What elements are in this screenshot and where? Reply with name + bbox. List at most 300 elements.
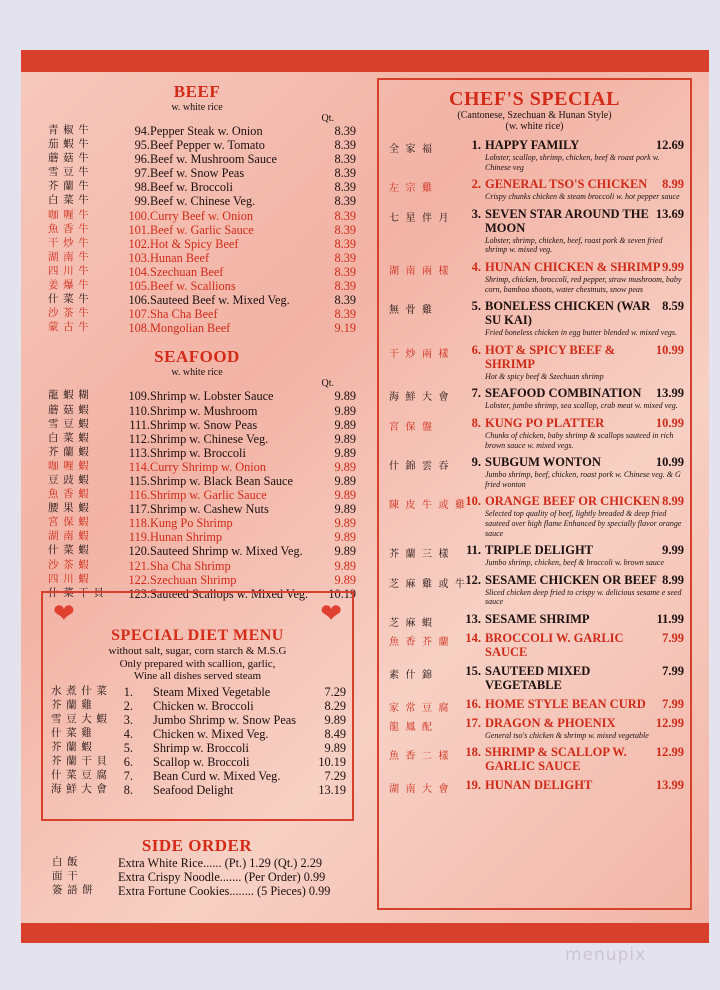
- chinese-name: 沙 茶 蝦: [48, 559, 90, 571]
- item-name: TRIPLE DELIGHT: [485, 543, 594, 558]
- item-price: 8.39: [334, 124, 356, 138]
- item-name: KUNG PO PLATTER: [485, 415, 605, 430]
- item-description: Jumbo shrimp, beef, chicken, roast pork w. Chinese veg. & G fried wonton: [485, 470, 681, 489]
- chinese-name: 面 干: [52, 871, 79, 883]
- item-price: 10.19: [318, 754, 346, 769]
- item-price: 8.39: [334, 138, 356, 153]
- chinese-name: 宮 保 盤: [389, 421, 434, 433]
- item-price: 10.99: [655, 342, 684, 357]
- item-number: 8.: [123, 783, 133, 798]
- item-price: 13.69: [655, 206, 684, 221]
- chinese-name: 芥 蘭 牛: [48, 181, 90, 193]
- item-price: 8.99: [662, 572, 684, 587]
- item-number: 2.: [123, 698, 133, 713]
- item-number: 96.: [134, 152, 150, 167]
- chinese-name: 咖 喱 蝦: [48, 460, 90, 472]
- item-name: Shrimp w. Garlic Sauce: [150, 488, 267, 503]
- chinese-name: 龍 鳳 配: [389, 721, 434, 733]
- item-price: 8.39: [334, 307, 356, 322]
- item-name: Beef Pepper w. Tomato: [150, 138, 265, 153]
- item-name-line: [485, 612, 684, 626]
- chinese-name: 簽 語 餅: [52, 885, 94, 897]
- item-number: 102.: [128, 236, 150, 251]
- item-number: 100.: [128, 208, 150, 223]
- item-price: 9.19: [334, 321, 356, 336]
- item-name: Sha Cha Beef: [150, 307, 218, 322]
- item-price: 9.89: [334, 544, 356, 559]
- chinese-name: 什 菜 蝦: [48, 545, 90, 557]
- item-description: Crispy chunks chicken & steam broccoli w. hot pepper sauce: [485, 192, 680, 202]
- item-description: Fried boneless chicken in egg butter blended w. mixed vegs.: [485, 328, 678, 338]
- item-name: Beef w. Mushroom Sauce: [150, 152, 277, 167]
- chinese-name: 芝 麻 蝦: [389, 617, 434, 629]
- menu-item: [38, 265, 356, 279]
- item-price: 9.89: [334, 530, 356, 545]
- menu-item: [38, 251, 356, 265]
- heart-icon: ❤: [53, 599, 75, 628]
- chef-list: [379, 138, 690, 796]
- item-price: 8.99: [662, 177, 684, 192]
- item-price: 10.99: [655, 415, 684, 430]
- item-price: 8.39: [334, 236, 356, 251]
- menu-item: [43, 769, 352, 783]
- chinese-name: 什 菜 牛: [48, 294, 90, 306]
- item-price: 8.39: [334, 293, 356, 308]
- item-price: 12.99: [655, 715, 684, 730]
- item-name-line: [485, 664, 684, 692]
- diet-note-3: Wine all dishes served steam: [133, 670, 262, 682]
- menu-item: [38, 223, 356, 237]
- menu-item: [38, 544, 356, 558]
- item-name-line: [485, 207, 684, 235]
- chinese-name: 海 鮮 大 會: [389, 392, 451, 404]
- item-number: 14.: [465, 630, 481, 645]
- item-name: Extra Fortune Cookies........ (5 Pieces) 0.99: [118, 884, 331, 899]
- chef-item: [379, 207, 690, 255]
- item-price: 8.39: [334, 152, 356, 167]
- item-number: 13.: [465, 611, 481, 626]
- item-price: 8.39: [334, 194, 356, 209]
- item-name: Mongolian Beef: [150, 321, 231, 336]
- item-name: ORANGE BEEF OR CHICKEN: [485, 494, 660, 509]
- chinese-name: 白 菜 牛: [48, 195, 90, 207]
- item-number: 122.: [128, 572, 150, 587]
- item-price: 8.59: [662, 299, 684, 314]
- item-name: HUNAN DELIGHT: [485, 778, 593, 793]
- chinese-name: 宮 保 蝦: [48, 517, 90, 529]
- side-title: SIDE ORDER: [141, 836, 253, 855]
- menu-item: [38, 446, 356, 460]
- item-price: 7.99: [662, 663, 684, 678]
- menu-item: [43, 727, 352, 741]
- bottom-red-band: [21, 923, 709, 943]
- item-number: 110.: [128, 403, 150, 418]
- item-price: 9.89: [334, 431, 356, 446]
- chinese-name: 海 鮮 大 會: [51, 784, 108, 796]
- chef-item: [379, 299, 690, 338]
- item-number: 11.: [466, 543, 481, 558]
- item-price: 10.19: [328, 586, 356, 601]
- item-price: 7.99: [662, 630, 684, 645]
- item-number: 98.: [134, 180, 150, 195]
- chinese-name: 四 川 蝦: [48, 573, 90, 585]
- chef-item: [379, 696, 690, 714]
- chinese-name: 蘑 菇 蝦: [48, 404, 90, 416]
- item-price: 7.29: [324, 769, 346, 784]
- item-price: 9.89: [334, 488, 356, 503]
- item-name-line: [485, 716, 684, 730]
- chinese-name: 芥 蘭 蝦: [51, 741, 93, 753]
- item-name: Shrimp w. Chinese Veg.: [150, 431, 269, 446]
- chinese-name: 七 星 伴 月: [389, 212, 451, 224]
- item-name: SUBGUM WONTON: [485, 455, 601, 470]
- chinese-name: 水 煮 什 菜: [51, 685, 108, 697]
- item-description: Shrimp, chicken, broccoli, red pepper, straw mushroom, baby corn, bamboo shoots, water chestnuts, snow peas: [485, 274, 682, 294]
- item-number: 6.: [471, 342, 481, 357]
- item-name-line: [485, 573, 684, 587]
- item-price: 8.39: [334, 250, 356, 265]
- item-name: SESAME CHICKEN OR BEEF: [485, 572, 657, 587]
- item-name: Shrimp w. Broccoli: [150, 445, 246, 460]
- diet-title: SPECIAL DIET MENU: [111, 627, 284, 644]
- item-name: SEAFOOD COMBINATION: [485, 386, 642, 401]
- item-number: 5.: [123, 740, 133, 755]
- item-name: HUNAN CHICKEN & SHRIMP: [485, 259, 661, 274]
- chef-item: [379, 543, 690, 568]
- seafood-qt-header: [38, 378, 356, 389]
- chef-subtitle-2: (w. white rice): [505, 121, 564, 132]
- item-number: 99.: [134, 194, 150, 209]
- item-name-line: [485, 778, 684, 792]
- item-number: 3.: [471, 206, 481, 221]
- item-name: Hunan Shrimp: [150, 530, 223, 545]
- menu-item: [43, 755, 352, 769]
- chinese-name: 家 常 豆 腐: [389, 702, 451, 714]
- item-number: 7.: [123, 769, 133, 784]
- item-description: Sliced chicken deep fried to crispy w. delicious sesame e seed sauce: [485, 587, 682, 607]
- item-price: 12.99: [655, 745, 684, 760]
- item-name: Curry Shrimp w. Onion: [150, 459, 267, 474]
- item-price: 9.89: [334, 417, 356, 432]
- chinese-name: 雪 豆 大 蝦: [51, 713, 108, 725]
- item-price: 8.39: [334, 222, 356, 237]
- item-name: Kung Po Shrimp: [150, 516, 233, 531]
- beef-list: [38, 124, 356, 335]
- menu-item: [38, 530, 356, 544]
- item-number: 5.: [471, 299, 481, 314]
- item-price: 9.89: [334, 516, 356, 531]
- item-name: Pepper Steak w. Onion: [150, 124, 263, 138]
- item-number: 1.: [471, 138, 481, 152]
- chinese-name: 魚 香 芥 蘭: [389, 636, 451, 648]
- chinese-name: 湖 南 蝦: [48, 531, 90, 543]
- item-number: 19.: [465, 778, 481, 793]
- menu-item: [38, 194, 356, 208]
- item-number: 103.: [128, 250, 150, 265]
- item-number: 2.: [471, 177, 481, 192]
- seafood-title: SEAFOOD: [154, 347, 240, 367]
- menu-item: [38, 180, 356, 194]
- chef-item: [379, 745, 690, 773]
- item-name: Beef w. Scallions: [150, 279, 236, 294]
- item-price: 8.39: [334, 279, 356, 294]
- item-number: 120.: [128, 544, 150, 559]
- item-name: Hot & Spicy Beef: [150, 236, 239, 251]
- chinese-name: 什 錦 雲 吞: [389, 461, 451, 473]
- item-name-line: [485, 138, 684, 152]
- chinese-name: 蘑 菇 牛: [48, 153, 90, 165]
- chef-item: [379, 386, 690, 411]
- item-number: 17.: [465, 715, 481, 730]
- item-name: Sauteed Scallops w. Mixed Veg.: [150, 586, 309, 601]
- chinese-name: 什 菜 雞: [51, 727, 93, 739]
- menu-item: [38, 460, 356, 474]
- item-number: 94.: [134, 124, 150, 138]
- chinese-name: 白 菜 蝦: [48, 432, 90, 444]
- item-name-line: [485, 386, 684, 400]
- item-price: 9.89: [334, 445, 356, 460]
- top-red-band: [21, 50, 709, 72]
- chef-item: [379, 778, 690, 796]
- chef-item: [379, 260, 690, 294]
- left-column: [38, 78, 356, 601]
- chinese-name: 干 炒 兩 樣: [389, 348, 451, 360]
- chinese-name: 素 什 錦: [389, 669, 434, 681]
- item-name: Curry Beef w. Onion: [150, 208, 254, 223]
- item-name: Beef w. Garlic Sauce: [150, 222, 254, 237]
- chef-item: [379, 343, 690, 382]
- item-name-line: [485, 299, 684, 327]
- item-number: 10.: [465, 494, 481, 509]
- item-name: SEVEN STAR AROUND THE MOON: [485, 206, 649, 235]
- chinese-name: 芥 蘭 雞: [51, 699, 93, 711]
- menu-item: [38, 307, 356, 321]
- menu-item: [43, 741, 352, 755]
- item-price: 8.39: [334, 166, 356, 181]
- chef-item: [379, 455, 690, 489]
- item-name: Scallop w. Broccoli: [153, 754, 250, 769]
- item-name: HAPPY FAMILY: [485, 138, 580, 152]
- item-price: 13.19: [318, 783, 346, 798]
- item-price: 13.99: [655, 386, 684, 401]
- side-list: [38, 856, 356, 898]
- qt-label: Qt.: [321, 113, 334, 124]
- item-number: 119.: [128, 530, 150, 545]
- item-name: Sauteed Beef w. Mixed Veg.: [150, 293, 290, 308]
- chinese-name: 魚 香 二 樣: [389, 751, 451, 763]
- item-name: Szechuan Shrimp: [150, 572, 237, 587]
- beef-title: BEEF: [173, 82, 221, 101]
- item-name: Jumbo Shrimp w. Snow Peas: [153, 712, 297, 727]
- item-number: 1.: [123, 684, 133, 699]
- menu-item: [38, 488, 356, 502]
- side-order-section: [38, 836, 356, 898]
- chef-item: [379, 177, 690, 202]
- item-price: 8.29: [324, 698, 346, 713]
- chinese-name: 咖 喱 牛: [48, 209, 90, 221]
- item-name-line: [485, 697, 684, 711]
- item-name: GENERAL TSO'S CHICKEN: [485, 177, 648, 192]
- item-price: 8.99: [662, 494, 684, 509]
- chinese-name: 白 飯: [52, 857, 79, 868]
- chef-item: [379, 631, 690, 659]
- chinese-name: 芥 蘭 干 貝: [51, 755, 108, 767]
- item-price: 9.89: [334, 572, 356, 587]
- item-name-line: [485, 177, 684, 191]
- item-name: BROCCOLI W. GARLIC SAUCE: [485, 630, 624, 659]
- chinese-name: 蒙 古 牛: [48, 322, 90, 334]
- chef-item: [379, 716, 690, 741]
- menu-item: [38, 237, 356, 251]
- item-name-line: [485, 543, 684, 557]
- item-name: HOME STYLE BEAN CURD: [485, 696, 646, 711]
- menu-item: [43, 685, 352, 699]
- item-name: Seafood Delight: [153, 783, 234, 798]
- diet-note-1: without salt, sugar, corn starch & M.S.G: [108, 645, 287, 657]
- menu-item: [43, 783, 352, 797]
- item-number: 7.: [471, 386, 481, 401]
- item-number: 117.: [128, 502, 150, 517]
- chinese-name: 左 宗 雞: [389, 183, 434, 195]
- chinese-name: 芝 麻 雞 或 牛: [389, 578, 467, 590]
- item-price: 9.89: [334, 403, 356, 418]
- item-name: Extra White Rice...... (Pt.) 1.29 (Qt.) 2.29: [118, 856, 322, 870]
- chinese-name: 湖 南 大 會: [389, 784, 451, 796]
- menu-item: [38, 432, 356, 446]
- item-name: Szechuan Beef: [150, 264, 224, 279]
- chinese-name: 茄 蝦 牛: [48, 139, 90, 151]
- item-price: 7.99: [662, 696, 684, 711]
- item-description: Jumbo shrimp, chicken, beef & broccoli w. brown sauce: [485, 558, 664, 568]
- chef-item: [379, 138, 690, 172]
- chinese-name: 陳 皮 牛 或 雞: [389, 500, 467, 512]
- beef-subtitle: w. white rice: [171, 102, 223, 113]
- item-number: 108.: [128, 321, 150, 336]
- item-number: 105.: [128, 279, 150, 294]
- item-description: Chunks of chicken, baby shrimp & scallops sauteed in rich brown sauce w. mixed vegs.: [485, 430, 674, 450]
- item-price: 9.89: [334, 459, 356, 474]
- chinese-name: 全 家 福: [389, 144, 434, 155]
- item-price: 7.29: [324, 684, 346, 699]
- item-name-line: [485, 416, 684, 430]
- item-name: Extra Crispy Noodle....... (Per Order) 0.99: [118, 870, 326, 885]
- menu-item: [38, 418, 356, 432]
- item-description: Lobster, jumbo shrimp, sea scallop, crab meat w. mixed veg.: [485, 401, 678, 411]
- item-number: 18.: [465, 745, 481, 760]
- item-number: 6.: [123, 754, 133, 769]
- chinese-name: 四 川 牛: [48, 265, 90, 277]
- item-price: 9.89: [334, 389, 356, 404]
- item-number: 4.: [471, 259, 481, 274]
- item-name: Shrimp w. Mushroom: [150, 403, 258, 418]
- item-price: 10.99: [655, 455, 684, 470]
- item-number: 115.: [128, 473, 150, 488]
- menu-item: [38, 279, 356, 293]
- item-price: 9.89: [324, 712, 346, 727]
- item-number: 9.: [471, 455, 481, 470]
- item-price: 9.89: [334, 473, 356, 488]
- menu-item: [38, 293, 356, 307]
- menu-item: [43, 713, 352, 727]
- chef-item: [379, 573, 690, 607]
- item-name: Shrimp w. Cashew Nuts: [150, 502, 269, 517]
- chef-title: CHEF'S SPECIAL: [449, 88, 620, 110]
- chefs-special-box: [377, 78, 692, 910]
- chinese-name: 沙 茶 牛: [48, 308, 90, 320]
- item-name: BONELESS CHICKEN (WAR SU KAI): [485, 299, 651, 328]
- item-number: 104.: [128, 264, 150, 279]
- item-number: 16.: [465, 696, 481, 711]
- chinese-name: 湖 南 牛: [48, 251, 90, 263]
- item-name: Chicken w. Mixed Veg.: [153, 726, 269, 741]
- menu-item: [38, 502, 356, 516]
- item-price: 9.99: [662, 259, 684, 274]
- item-description: Selected top quality of beef, lightly breaded & deep fried sauteed over high flame Enhanced by specially flavor orange sauce: [485, 509, 682, 538]
- item-description: Hot & spicy beef & Szechuan shrimp: [485, 371, 604, 381]
- heart-icon: ❤: [320, 599, 342, 628]
- chinese-name: 青 椒 牛: [48, 125, 90, 136]
- item-description: Lobster, shrimp, chicken, beef, roast pork & seven fried shrimp w. mixed veg.: [485, 235, 663, 255]
- item-description: General tso's chicken & shrimp w. mixed vegetable: [485, 730, 649, 740]
- chinese-name: 什 菜 干 貝: [48, 587, 105, 599]
- item-number: 123.: [128, 586, 150, 601]
- item-name: Beef w. Chinese Veg.: [150, 194, 256, 209]
- item-number: 107.: [128, 307, 150, 322]
- item-name: Shrimp w. Lobster Sauce: [150, 389, 274, 404]
- item-name: Beef w. Snow Peas: [150, 166, 245, 181]
- chinese-name: 什 菜 豆 腐: [51, 770, 108, 782]
- chef-item: [379, 416, 690, 450]
- item-number: 12.: [465, 572, 481, 587]
- menu-item: [38, 209, 356, 223]
- chinese-name: 干 炒 牛: [48, 237, 90, 249]
- item-name: SESAME SHRIMP: [485, 611, 590, 626]
- menu-item: [38, 124, 356, 138]
- item-description: Lobster, scallop, shrimp, chicken, beef & roast pork w. Chinese veg: [485, 153, 660, 172]
- item-name-line: [485, 631, 684, 659]
- item-number: 111.: [129, 417, 150, 432]
- chinese-name: 雪 豆 牛: [48, 167, 90, 179]
- item-price: 9.89: [334, 502, 356, 517]
- item-price: 11.99: [656, 611, 684, 626]
- menu-item: [38, 573, 356, 587]
- menu-item: [38, 321, 356, 335]
- menu-item: [38, 516, 356, 530]
- item-number: 4.: [123, 726, 133, 741]
- item-number: 101.: [128, 222, 150, 237]
- beef-qt-header: [38, 113, 356, 124]
- chinese-name: 芥 蘭 蝦: [48, 446, 90, 458]
- chinese-name: 雪 豆 蝦: [48, 418, 90, 430]
- item-number: 97.: [134, 166, 150, 181]
- item-price: 12.69: [655, 138, 684, 152]
- item-name-line: [485, 343, 684, 371]
- item-name: Steam Mixed Vegetable: [153, 684, 271, 699]
- chinese-name: 芥 蘭 三 樣: [389, 549, 451, 561]
- menu-item: [38, 856, 356, 870]
- item-price: 13.99: [655, 778, 684, 793]
- chef-item: [379, 494, 690, 538]
- item-price: 9.89: [324, 740, 346, 755]
- menu-item: [38, 389, 356, 403]
- item-name-line: [485, 745, 684, 773]
- menu-item: [38, 404, 356, 418]
- item-price: 8.39: [334, 264, 356, 279]
- item-name: Hunan Beef: [150, 250, 210, 265]
- chef-item: [379, 611, 690, 629]
- chinese-name: 豆 豉 蝦: [48, 474, 90, 486]
- menu-item: [38, 559, 356, 573]
